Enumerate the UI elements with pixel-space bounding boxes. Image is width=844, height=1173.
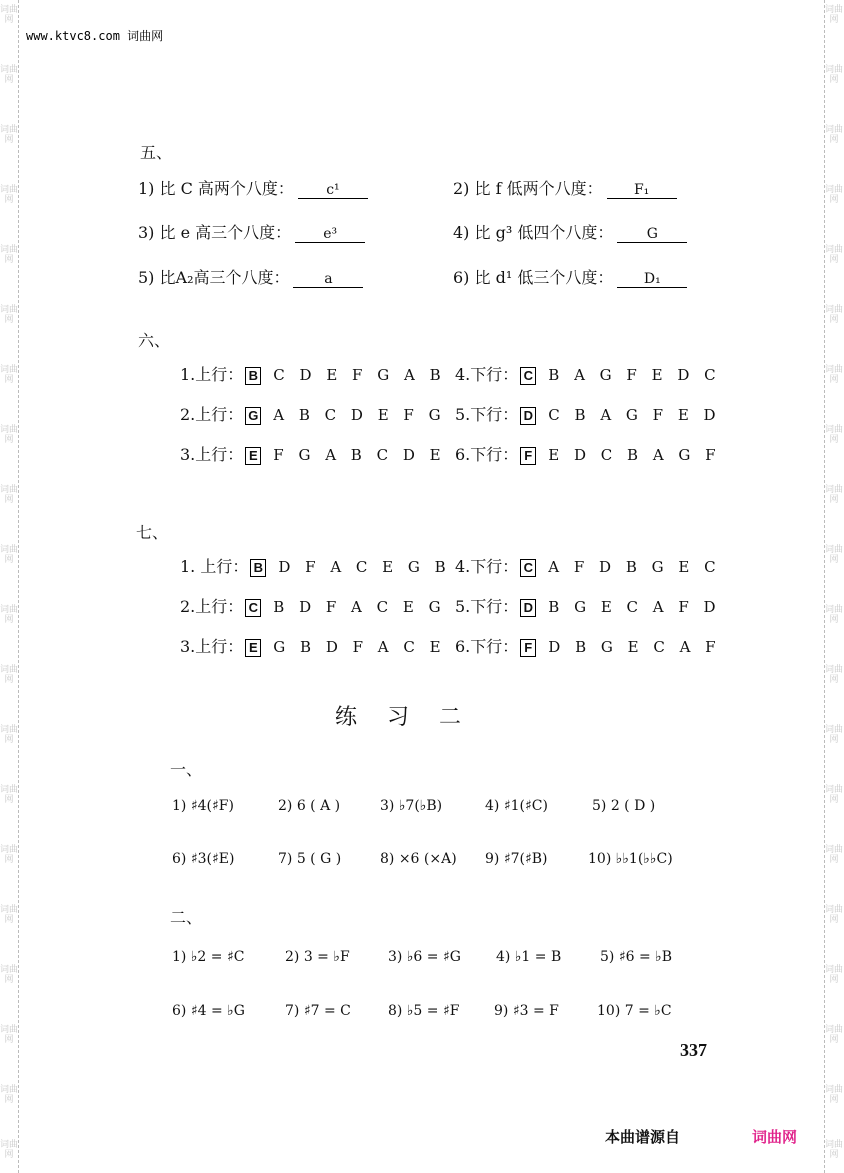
- ex2-p1-r2-c2: 7) 5 ( G ): [278, 851, 342, 867]
- s7-item-box: B: [250, 559, 266, 577]
- s7-item-3: [180, 634, 446, 657]
- s6-item-2: [180, 402, 446, 425]
- ex2-part1-heading: 一、: [170, 760, 203, 779]
- watermark-text: 词曲网: [825, 245, 844, 265]
- section-6-heading: 六、: [138, 331, 171, 350]
- s7-item-label: 1. 上行：: [180, 557, 249, 576]
- s6-item-notes: B A G F E D C: [548, 366, 721, 384]
- watermark-text: 词曲网: [0, 785, 19, 805]
- s5-item-4: [453, 220, 687, 243]
- watermark-text: 词曲网: [825, 845, 844, 865]
- s5-item-answer: e³: [295, 226, 365, 243]
- site-url[interactable]: www.ktvc8.com: [26, 29, 120, 43]
- watermark-text: 词曲网: [0, 845, 19, 865]
- s5-item-3: [138, 220, 365, 243]
- watermark-text: 词曲网: [0, 425, 19, 445]
- s5-item-label: 6) 比 d¹ 低三个八度：: [453, 268, 614, 287]
- s7-item-notes: D B G E C A F: [548, 638, 721, 656]
- s5-item-answer: G: [617, 226, 687, 243]
- s7-item-box: C: [520, 559, 536, 577]
- s7-item-notes: A F D B G E C: [548, 558, 721, 576]
- s6-item-label: 3.上行：: [180, 445, 244, 464]
- s7-item-box: E: [245, 639, 261, 657]
- ex2-p1-r2-c4: 9) ♯7(♯B): [485, 851, 548, 867]
- s5-item-answer: D₁: [617, 271, 687, 288]
- right-watermark-column: [824, 0, 843, 1173]
- s5-item-1: [138, 176, 368, 199]
- s7-item-4: [455, 554, 721, 577]
- s6-item-4: [455, 362, 721, 385]
- s7-item-notes: D F A C E G B: [278, 558, 451, 576]
- watermark-text: 词曲网: [0, 605, 19, 625]
- s6-item-box: F: [520, 447, 536, 465]
- ex2-p1-r2-c3: 8) ×6 (×A): [380, 851, 457, 867]
- watermark-text: 词曲网: [825, 725, 844, 745]
- watermark-text: 词曲网: [0, 365, 19, 385]
- s7-item-notes: B G E C A F D: [548, 598, 721, 616]
- ex2-p2-r2-c3: 8) ♭5 = ♯F: [388, 1003, 460, 1019]
- watermark-text: 词曲网: [825, 1025, 844, 1045]
- watermark-text: 词曲网: [825, 965, 844, 985]
- ex2-part2-heading: 二、: [170, 908, 203, 927]
- watermark-text: 词曲网: [825, 305, 844, 325]
- ex2-p1-r1-c5: 5) 2 ( D ): [592, 798, 656, 814]
- s5-item-answer: c¹: [298, 182, 368, 199]
- s5-item-5: [138, 265, 363, 288]
- s7-item-box: C: [245, 599, 261, 617]
- s7-item-label: 2.上行：: [180, 597, 244, 616]
- s7-item-2: [180, 594, 446, 617]
- ex2-p1-r1-c4: 4) ♯1(♯C): [485, 798, 548, 814]
- watermark-text: 词曲网: [0, 905, 19, 925]
- s6-item-5: [455, 402, 721, 425]
- watermark-text: 词曲网: [825, 5, 844, 25]
- s6-item-label: 1.上行：: [180, 365, 244, 384]
- section-5-heading: 五、: [140, 143, 173, 162]
- s7-item-notes: B D F A C E G: [273, 598, 446, 616]
- s6-item-notes: A B C D E F G: [273, 406, 446, 424]
- watermark-text: 词曲网: [0, 305, 19, 325]
- ex2-p2-r2-c4: 9) ♯3 = F: [494, 1003, 559, 1019]
- exercise-2-title: 练 习 二: [335, 705, 466, 730]
- ex2-p2-r1-c2: 2) 3 = ♭F: [285, 949, 350, 965]
- s6-item-label: 5.下行：: [455, 405, 519, 424]
- s5-item-answer: F₁: [607, 182, 677, 199]
- s6-item-6: [455, 442, 721, 465]
- ex2-p1-r2-c5: 10) ♭♭1(♭♭C): [588, 851, 673, 867]
- footer-site-link[interactable]: 词曲网: [752, 1128, 798, 1146]
- ex2-p2-r1-c3: 3) ♭6 = ♯G: [388, 949, 461, 965]
- watermark-text: 词曲网: [0, 65, 19, 85]
- s5-item-6: [453, 265, 687, 288]
- s6-item-box: D: [520, 407, 536, 425]
- ex2-p1-r1-c3: 3) ♭7(♭B): [380, 798, 443, 814]
- s6-item-box: C: [520, 367, 536, 385]
- watermark-text: 词曲网: [0, 965, 19, 985]
- watermark-text: 词曲网: [825, 365, 844, 385]
- s7-item-box: F: [520, 639, 536, 657]
- watermark-text: 词曲网: [0, 245, 19, 265]
- s6-item-notes: E D C B A G F: [548, 446, 721, 464]
- s6-item-notes: C D E F G A B: [273, 366, 446, 384]
- watermark-text: 词曲网: [825, 785, 844, 805]
- watermark-text: 词曲网: [825, 125, 844, 145]
- watermark-text: 词曲网: [825, 485, 844, 505]
- s5-item-label: 2) 比 f 低两个八度：: [453, 179, 603, 198]
- watermark-text: 词曲网: [0, 5, 19, 25]
- s7-item-box: D: [520, 599, 536, 617]
- watermark-text: 词曲网: [0, 485, 19, 505]
- s5-item-label: 5) 比A₂高三个八度：: [138, 268, 290, 287]
- s7-item-label: 4.下行：: [455, 557, 519, 576]
- watermark-text: 词曲网: [825, 905, 844, 925]
- watermark-text: 词曲网: [0, 125, 19, 145]
- s6-item-box: G: [245, 407, 261, 425]
- footer-source-label: 本曲谱源自: [605, 1128, 681, 1146]
- s7-item-6: [455, 634, 721, 657]
- watermark-text: 词曲网: [0, 185, 19, 205]
- s5-item-label: 1) 比 C 高两个八度：: [138, 179, 294, 198]
- watermark-text: 词曲网: [825, 65, 844, 85]
- left-watermark-column: [0, 0, 19, 1173]
- ex2-p2-r1-c5: 5) ♯6 = ♭B: [600, 949, 673, 965]
- watermark-text: 词曲网: [825, 185, 844, 205]
- site-name: 词曲网: [127, 29, 164, 43]
- ex2-p2-r1-c4: 4) ♭1 = B: [496, 949, 562, 965]
- s5-item-label: 3) 比 e 高三个八度：: [138, 223, 292, 242]
- ex2-p1-r2-c1: 6) ♯3(♯E): [172, 851, 235, 867]
- s6-item-1: [180, 362, 446, 385]
- watermark-text: 词曲网: [0, 545, 19, 565]
- s6-item-label: 4.下行：: [455, 365, 519, 384]
- s7-item-label: 3.上行：: [180, 637, 244, 656]
- s6-item-3: [180, 442, 446, 465]
- s6-item-box: E: [245, 447, 261, 465]
- s7-item-5: [455, 594, 721, 617]
- watermark-text: 词曲网: [825, 425, 844, 445]
- section-7-heading: 七、: [136, 523, 169, 542]
- watermark-text: 词曲网: [0, 1085, 19, 1105]
- page-number: 337: [680, 1040, 707, 1060]
- ex2-p2-r2-c5: 10) 7 = ♭C: [597, 1003, 672, 1019]
- s7-item-notes: G B D F A C E: [273, 638, 446, 656]
- s6-item-label: 2.上行：: [180, 405, 244, 424]
- s5-item-label: 4) 比 g³ 低四个八度：: [453, 223, 614, 242]
- watermark-text: 词曲网: [0, 1140, 19, 1160]
- ex2-p1-r1-c2: 2) 6 ( A ): [278, 798, 341, 814]
- watermark-text: 词曲网: [0, 725, 19, 745]
- s6-item-notes: C B A G F E D: [548, 406, 721, 424]
- ex2-p1-r1-c1: 1) ♯4(♯F): [172, 798, 234, 814]
- ex2-p2-r2-c1: 6) ♯4 = ♭G: [172, 1003, 245, 1019]
- site-header: [26, 27, 163, 44]
- s7-item-label: 6.下行：: [455, 637, 519, 656]
- watermark-text: 词曲网: [825, 665, 844, 685]
- s7-item-1: [180, 554, 451, 577]
- watermark-text: 词曲网: [0, 665, 19, 685]
- s5-item-2: [453, 176, 677, 199]
- s5-item-answer: a: [293, 271, 363, 288]
- ex2-p2-r1-c1: 1) ♭2 = ♯C: [172, 949, 245, 965]
- watermark-text: 词曲网: [825, 545, 844, 565]
- s6-item-notes: F G A B C D E: [273, 446, 446, 464]
- s6-item-label: 6.下行：: [455, 445, 519, 464]
- s7-item-label: 5.下行：: [455, 597, 519, 616]
- watermark-text: 词曲网: [825, 1140, 844, 1160]
- s6-item-box: B: [245, 367, 261, 385]
- watermark-text: 词曲网: [0, 1025, 19, 1045]
- watermark-text: 词曲网: [825, 605, 844, 625]
- watermark-text: 词曲网: [825, 1085, 844, 1105]
- ex2-p2-r2-c2: 7) ♯7 = C: [285, 1003, 351, 1019]
